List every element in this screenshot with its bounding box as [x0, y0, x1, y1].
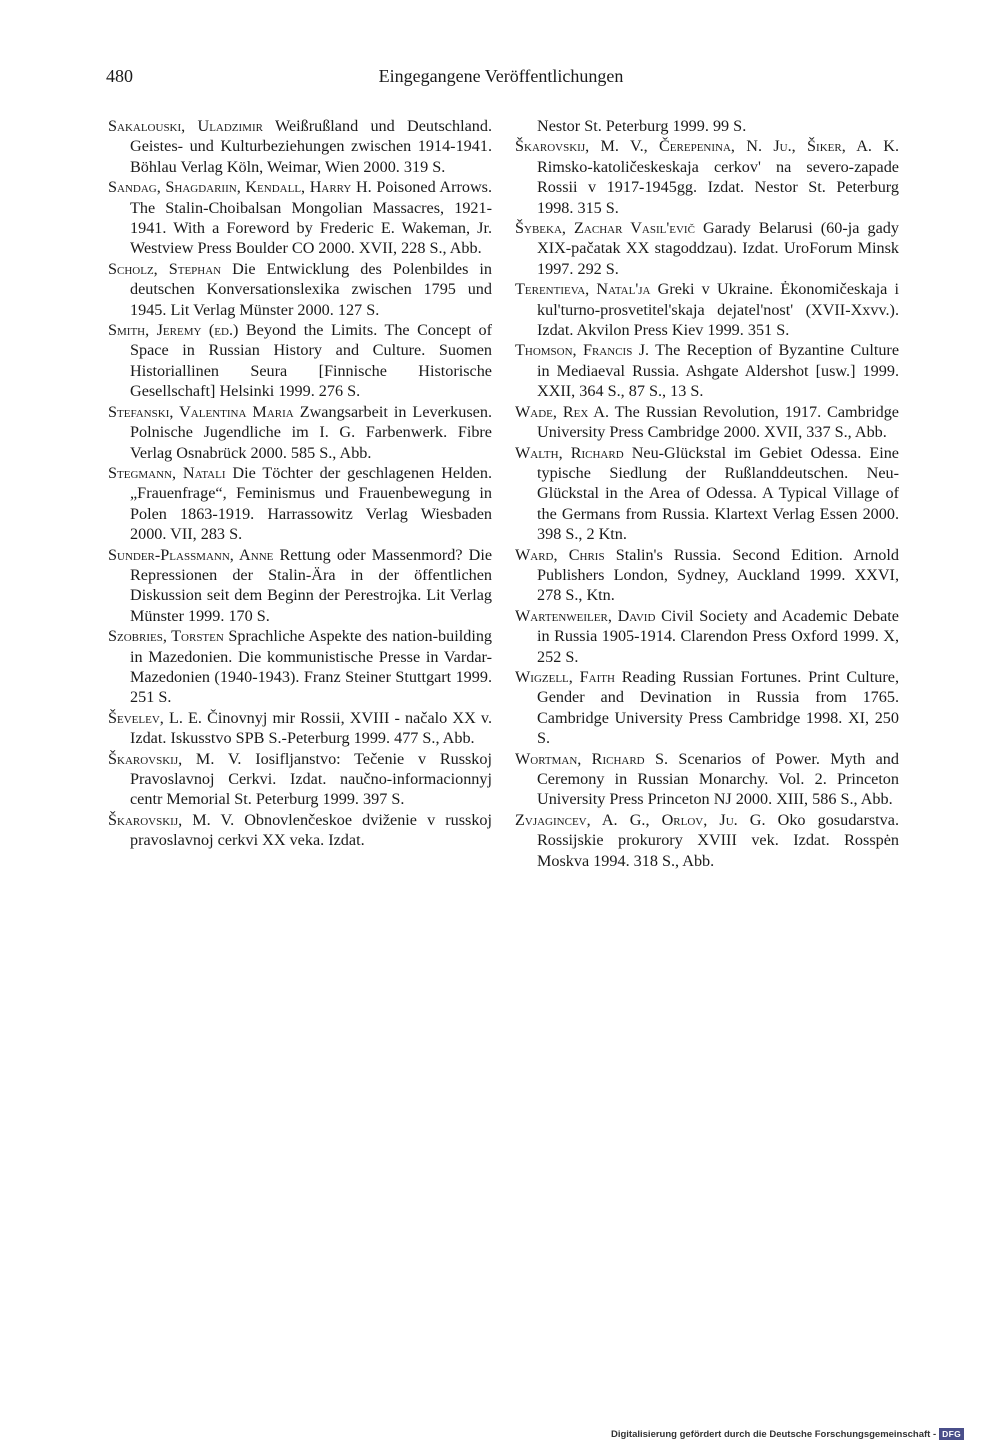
bibliography-entry	[108, 116, 492, 177]
bibliography-entry	[108, 810, 492, 851]
entry-author: Wartenweiler, David	[515, 606, 656, 625]
entry-text: Greki v Ukraine. Ėkonomičeskaja i kul'turno-prosvetitel'skaja dejatel'nost' (XVII-Xxvv.). Izdat. Akvilon Press Kiev 1999. 351 S.	[537, 280, 899, 340]
entry-author: Szobries, Torsten	[108, 627, 224, 646]
bibliography-entry	[108, 626, 492, 708]
page-number: 480	[106, 66, 133, 86]
entry-text: Poisoned Arrows. The Stalin-Choibalsan Mongolian Massacres, 1921-1941. With a Foreword by Frederic E. Wakeman, Jr. Westview Press Boulder CO 2000. XVII, 228 S., Abb.	[130, 178, 492, 258]
page-header	[106, 66, 896, 90]
bibliography-entry	[108, 545, 492, 627]
bibliography-entry	[108, 463, 492, 545]
bibliography-entry	[108, 749, 492, 810]
bibliography-entry	[515, 606, 899, 667]
entry-author: Terentieva, Natal'ja	[515, 280, 651, 299]
entry-author: Ward, Chris	[515, 545, 605, 564]
entry-text: Iosifljanstvo: Tečenie v Russkoj Pravoslavnoj Cerkvi. Izdat. naučno-informacionnyj centr Memorial St. Peterburg 1999. 397 S.	[130, 749, 492, 809]
bibliography-entry	[515, 218, 899, 279]
entry-text: Rettung oder Massenmord? Die Repressionen der Stalin-Ära in der öffentlichen Diskussion seit dem Beginn der Perestrojka. Lit Verlag Münster 1999. 170 S.	[130, 545, 492, 625]
entry-text: Die Töchter der geschlagenen Helden. „Frauenfrage“, Feminismus und Frauenbewegung in Polen 1863-1919. Harrassowitz Verlag Wiesbaden 2000. VII, 283 S.	[130, 463, 492, 544]
entry-author: Stegmann, Natali	[108, 463, 226, 482]
entry-text: Neu-Glückstal im Gebiet Odessa. Eine typische Siedlung der Rußlanddeutschen. Neu-Glückstal in the Area of Odessa. A Typical Village of the Germans from Russia. Klartext Verlag Essen 2000. 398 S., 2 Ktn.	[537, 443, 899, 544]
bibliography-entry	[108, 320, 492, 402]
entry-text: Činovnyj mir Rossii, XVIII - načalo XX v. Izdat. Iskusstvo SPB S.-Peterburg 1999. 477 S., Abb.	[130, 708, 493, 748]
entry-text: Sprachliche Aspekte des nation-building in Mazedonien. Die kommunistische Presse in Vardar-Mazedonien (1940-1943). Franz Steiner Stuttgart 1999. 251 S.	[130, 627, 493, 707]
entry-text: J. The Reception of Byzantine Culture in Mediaeval Russia. Ashgate Aldershot [usw.] 1999. XXII, 364 S., 87 S., 13 S.	[537, 341, 899, 401]
running-title: Eingegangene Veröffentlichungen	[378, 66, 624, 86]
entry-text: Reading Russian Fortunes. Print Culture, Gender and Devination in Russia from 1765. Cambridge University Press Cambridge 1998. XI, 250 S.	[537, 667, 899, 748]
bibliography-entry	[515, 402, 899, 443]
bibliography-entry	[515, 545, 899, 606]
bibliography-entry	[515, 136, 899, 218]
left-column	[108, 116, 492, 851]
entry-author: Wortman, Richard	[515, 749, 645, 768]
entry-text: Rimsko-katoličeskeskaja cerkov' na severo-zapade Rossii v 1917-1945gg. Izdat. Nestor St. Peterburg 1998. 315 S.	[537, 157, 899, 217]
bibliography-entry	[515, 810, 899, 871]
continued-entry: Nestor St. Peterburg 1999. 99 S.	[537, 117, 747, 135]
bibliography-entry	[108, 177, 492, 259]
bibliography-entry	[515, 443, 899, 545]
bibliography-entry	[108, 708, 492, 749]
entry-text: A. The Russian Revolution, 1917. Cambridge University Press Cambridge 2000. XVII, 337 S., Abb.	[537, 402, 899, 442]
bibliography-entry	[515, 340, 899, 401]
entry-author: Smith, Jeremy (ed.)	[108, 321, 239, 340]
entry-text: Civil Society and Academic Debate in Russia 1905-1914. Clarendon Press Oxford 1999. X, 252 S.	[537, 606, 899, 666]
entry-text: Beyond the Limits. The Concept of Space in Russian History and Culture. Suomen Historiallinen Seura [Finnische Historische Gesellschaft] Helsinki 1999. 276 S.	[130, 321, 492, 401]
bibliography-entry	[515, 749, 899, 810]
entry-text: Garady Belarusi (60-ja gady XIX-pačatak XX stagoddzau). Izdat. UroForum Minsk 1997. 292 S.	[537, 219, 899, 278]
entry-author: Škarovskij, M. V.	[108, 810, 235, 829]
entry-author: Walth, Richard	[515, 443, 624, 462]
entry-text: Zwangsarbeit in Leverkusen. Polnische Jugendliche im I. G. Farbenwerk. Fibre Verlag Osnabrück 2000. 585 S., Abb.	[130, 402, 492, 462]
right-column	[515, 116, 899, 871]
entry-author: Sandag, Shagdariin, Kendall, Harry H.	[108, 178, 372, 197]
entry-author: Ševelev, L. E.	[108, 708, 202, 727]
entry-author: Stefanski, Valentina Maria	[108, 402, 294, 421]
entry-author: Zvjagincev, A. G., Orlov, Ju. G.	[515, 810, 766, 829]
bibliography-entry	[108, 259, 492, 320]
bibliography-entry	[515, 279, 899, 340]
entry-text: Die Entwicklung des Polenbildes in deutschen Konversationslexika zwischen 1795 und 1945. Lit Verlag Münster 2000. 127 S.	[130, 259, 492, 319]
digitization-credit	[611, 1428, 964, 1440]
entry-author: Šybeka, Zachar Vasil'evič	[515, 219, 695, 238]
entry-author: Thomson, Francis	[515, 341, 633, 360]
entry-text: Oko gosudarstva. Rossijskie prokurory XVIII vek. Izdat. Rosspėn Moskva 1994. 318 S., Abb.	[537, 810, 899, 870]
entry-author: Wigzell, Faith	[515, 667, 615, 686]
credit-text: Digitalisierung gefördert durch die Deutsche Forschungsgemeinschaft -	[610, 1428, 937, 1440]
entry-author: Škarovskij, M. V.	[108, 749, 242, 768]
entry-author: Sakalouski, Uladzimir	[108, 117, 263, 135]
entry-text: S. Scenarios of Power. Myth and Ceremony in Russian Monarchy. Vol. 2. Princeton University Press Princeton NJ 2000. XIII, 586 S., Abb.	[537, 749, 899, 809]
entry-author: Škarovskij, M. V., Čerepenina, N. Ju., Šiker, A. K.	[515, 137, 899, 156]
entry-text: Obnovlenčeskoe dviženie v russkoj pravoslavnoj cerkvi XX veka. Izdat.	[130, 810, 493, 850]
entry-text: Stalin's Russia. Second Edition. Arnold Publishers London, Sydney, Auckland 1999. XXVI, 278 S., Ktn.	[537, 545, 899, 605]
entry-author: Sunder-Plaßmann, Anne	[108, 545, 274, 564]
dfg-logo-icon: DFG	[939, 1428, 964, 1440]
entry-author: Wade, Rex	[515, 402, 589, 421]
bibliography-entry	[515, 667, 899, 749]
entry-text: Weißrußland und Deutschland. Geistes- und Kulturbeziehungen zwischen 1914-1941. Böhlau Verlag Köln, Weimar, Wien 2000. 319 S.	[130, 117, 492, 176]
entry-author: Scholz, Stephan	[108, 259, 222, 278]
bibliography-entry	[108, 402, 492, 463]
